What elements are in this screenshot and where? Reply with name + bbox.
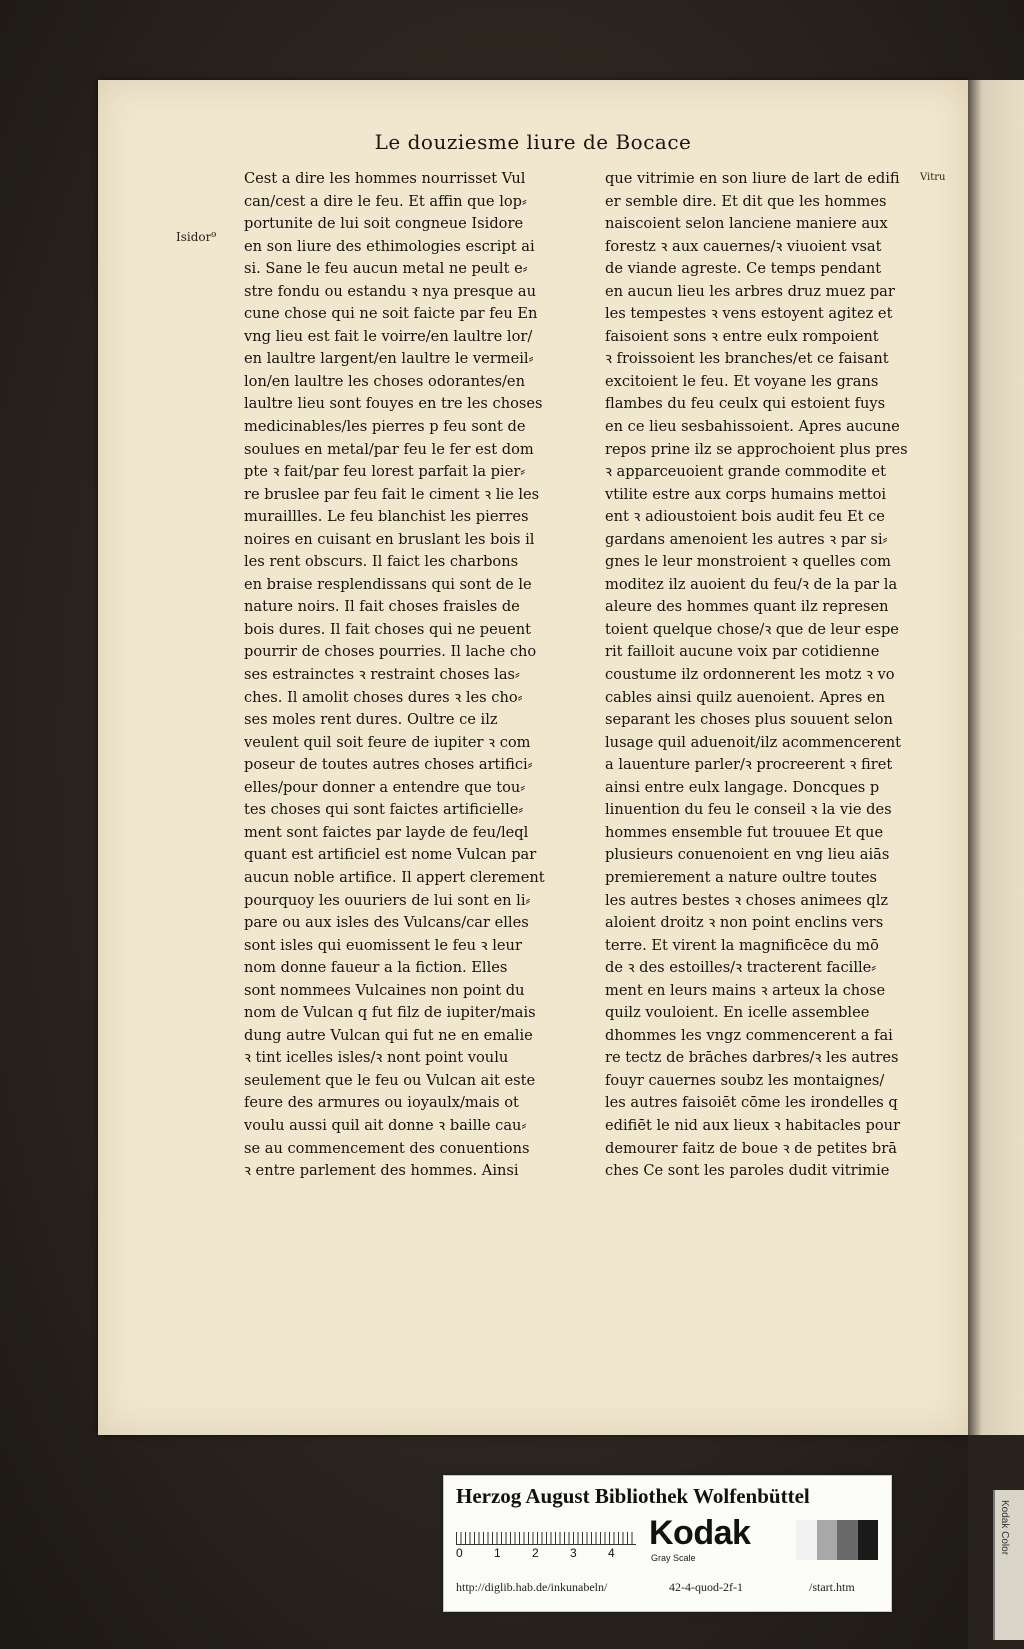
text-line: aucun noble artifice. Il appert clerement xyxy=(244,868,545,886)
text-line: bois dures. Il fait choses qui ne peuent xyxy=(244,620,532,638)
text-line: forestz ꝛ aux cauernes/ꝛ viuoient vsat xyxy=(605,237,882,255)
text-line: tes choses qui sont faictes artificielle⸗ xyxy=(244,801,524,819)
text-line: coustume ilz ordonnerent les motz ꝛ vo xyxy=(605,666,895,684)
text-line: dhommes les vngz commencerent a fai xyxy=(605,1026,893,1044)
text-line: nom de Vulcan q fut filz de iupiter/mais xyxy=(244,1004,536,1022)
facing-page-edge xyxy=(968,80,1024,1435)
text-line: plusieurs conuenoient en vng lieu aiās xyxy=(605,846,890,864)
text-line: pare ou aux isles des Vulcans/car elles xyxy=(244,914,529,932)
text-line: ment sont faictes par layde de feu/leql xyxy=(244,823,529,841)
text-line: re tectz de brāches darbres/ꝛ les autres xyxy=(605,1049,899,1067)
text-line: fouyr cauernes soubz les montaignes/ xyxy=(605,1071,885,1089)
text-line: gardans amenoient les autres ꝛ par si⸗ xyxy=(605,530,888,548)
text-line: seulement que le feu ou Vulcan ait este xyxy=(244,1071,536,1089)
scale-number: 0 xyxy=(456,1546,463,1560)
text-line: sont nommees Vulcaines non point du xyxy=(244,981,525,999)
text-line: excitoient le feu. Et voyane les grans xyxy=(605,372,879,390)
text-line: se au commencement des conuentions xyxy=(244,1139,530,1157)
text-line: can/cest a dire le feu. Et affin que lop⸗ xyxy=(244,192,527,210)
text-line: a lauenture parler/ꝛ procreerent ꝛ firet xyxy=(605,756,893,774)
margin-note-left: Isidor⁹ xyxy=(176,230,217,244)
color-target-tab xyxy=(993,1490,1024,1640)
text-line: vng lieu est fait le voirre/en laultre lor/ xyxy=(244,327,533,345)
text-line: de viande agreste. Ce temps pendant xyxy=(605,260,882,278)
text-line: pourquoy les ouuriers de lui sont en li⸗ xyxy=(244,891,531,909)
text-line: separant les choses plus souuent selon xyxy=(605,711,893,729)
text-line: nature noirs. Il fait choses fraisles de xyxy=(244,598,520,616)
text-line: muraillles. Le feu blanchist les pierres xyxy=(244,508,529,526)
text-line: edifiēt le nid aux lieux ꝛ habitacles pour xyxy=(605,1116,901,1134)
text-line: ment en leurs mains ꝛ arteux la chose xyxy=(605,981,886,999)
text-line: laultre lieu sont fouyes en tre les choses xyxy=(244,395,543,413)
text-line: de ꝛ des estoilles/ꝛ tracterent facille⸗ xyxy=(605,959,877,977)
text-line: ꝛ entre parlement des hommes. Ainsi xyxy=(244,1162,519,1180)
text-line: lusage quil aduenoit/ilz acommencerent xyxy=(605,733,902,751)
text-line: les autres faisoiēt cōme les irondelles q xyxy=(605,1094,898,1112)
text-line: que vitrimie en son liure de lart de edifi xyxy=(605,170,900,187)
text-line: ainsi entre eulx langage. Doncques p xyxy=(605,778,880,796)
text-line: cune chose qui ne soit faicte par feu En xyxy=(244,305,538,323)
text-line: les rent obscurs. Il faict les charbons xyxy=(244,553,519,571)
text-line: en aucun lieu les arbres druz muez par xyxy=(605,282,895,300)
text-line: ses moles rent dures. Oultre ce ilz xyxy=(244,711,498,729)
text-line: medicinables/les pierres p feu sont de xyxy=(244,418,526,436)
text-line: ches Ce sont les paroles dudit vitrimie xyxy=(605,1162,890,1180)
start-page-link: /start.htm xyxy=(809,1580,855,1594)
text-line: cables ainsi quilz auenoient. Apres en xyxy=(605,688,886,706)
text-line: lon/en laultre les choses odorantes/en xyxy=(244,372,525,390)
text-line: quant est artificiel est nome Vulcan par xyxy=(244,846,537,864)
library-target-card xyxy=(443,1475,892,1612)
gray-patch xyxy=(858,1520,879,1560)
gray-scale-label: Gray Scale xyxy=(651,1553,696,1563)
text-line: moditez ilz auoient du feu/ꝛ de la par la xyxy=(605,575,898,593)
text-line: dung autre Vulcan qui fut ne en emalie xyxy=(244,1026,533,1044)
text-line: ses estrainctes ꝛ restraint choses las⸗ xyxy=(244,666,520,684)
text-line: soulues en metal/par feu le fer est dom xyxy=(244,440,534,458)
text-line: sont isles qui euomissent le feu ꝛ leur xyxy=(244,936,522,954)
text-line: re bruslee par feu fait le ciment ꝛ lie les xyxy=(244,485,540,503)
text-line: gnes le leur monstroient ꝛ quelles com xyxy=(605,553,891,571)
margin-note-right: Vitru xyxy=(920,172,946,183)
scale-number: 1 xyxy=(494,1546,501,1560)
text-line: aloient droitz ꝛ non point enclins vers xyxy=(605,914,884,932)
text-line: premierement a nature oultre toutes xyxy=(605,868,878,886)
text-line: feure des armures ou ioyaulx/mais ot xyxy=(244,1094,519,1112)
text-line: terre. Et virent la magnificēce du mō xyxy=(605,936,879,954)
book-page xyxy=(98,80,968,1435)
text-line: en laultre largent/en laultre le vermeil⸗ xyxy=(244,350,534,368)
text-line: aleure des hommes quant ilz represen xyxy=(605,598,889,616)
gray-patch xyxy=(796,1520,817,1560)
text-line: rit failloit aucune voix par cotidienne xyxy=(605,643,880,661)
scale-number: 4 xyxy=(608,1546,615,1560)
text-line: Cest a dire les hommes nourrisset Vul xyxy=(244,170,526,187)
text-line: toient quelque chose/ꝛ que de leur espe xyxy=(605,620,899,638)
text-line: ent ꝛ adioustoient bois audit feu Et ce xyxy=(605,508,885,526)
text-line: noires en cuisant en bruslant les bois il xyxy=(244,530,535,548)
gray-scale-patches xyxy=(796,1520,878,1560)
text-line: linuention du feu le conseil ꝛ la vie des xyxy=(605,801,892,819)
text-line: en son liure des ethimologies escript ai xyxy=(244,237,535,255)
text-line: pte ꝛ fait/par feu lorest parfait la pier⸗ xyxy=(244,463,526,481)
text-line: veulent quil soit feure de iupiter ꝛ com xyxy=(244,733,531,751)
text-line: les autres bestes ꝛ choses animees qlz xyxy=(605,891,889,909)
text-column-left xyxy=(244,168,579,1183)
shelfmark-code: 42-4-quod-2f-1 xyxy=(669,1580,743,1594)
text-line: vtilite estre aux corps humains mettoi xyxy=(605,485,887,503)
text-line: faisoient sons ꝛ entre eulx rompoient xyxy=(605,327,879,345)
library-name: Herzog August Bibliothek Wolfenbüttel xyxy=(456,1484,810,1508)
text-line: ꝛ tint icelles isles/ꝛ nont point voulu xyxy=(244,1049,509,1067)
scale-number: 2 xyxy=(532,1546,539,1560)
text-line: pourrir de choses pourries. Il lache cho xyxy=(244,643,537,661)
scale-number: 3 xyxy=(570,1546,577,1560)
text-line: poseur de toutes autres choses artifici⸗ xyxy=(244,756,533,774)
text-line: elles/pour donner a entendre que tou⸗ xyxy=(244,778,526,796)
running-head: Le douziesme liure de Bocace xyxy=(374,130,692,154)
text-line: repos prine ilz se approchoient plus pres xyxy=(605,440,908,458)
text-line: ches. Il amolit choses dures ꝛ les cho⸗ xyxy=(244,688,523,706)
text-line: hommes ensemble fut trouuee Et que xyxy=(605,823,884,841)
text-line: ꝛ froissoient les branches/et ce faisant xyxy=(605,350,889,368)
color-target-label: Kodak Color xyxy=(999,1500,1010,1556)
text-line: si. Sane le feu aucun metal ne peult e⸗ xyxy=(244,260,528,278)
text-line: er semble dire. Et dit que les hommes xyxy=(605,192,887,210)
text-line: stre fondu ou estandu ꝛ nya presque au xyxy=(244,282,536,300)
text-line: en braise resplendissans qui sont de le xyxy=(244,575,532,593)
text-column-right xyxy=(605,168,940,1183)
scale-ruler xyxy=(456,1518,636,1545)
text-line: en ce lieu sesbahissoient. Apres aucune xyxy=(605,418,900,436)
text-line: nom donne faueur a la fiction. Elles xyxy=(244,959,508,977)
text-line: portunite de lui soit congneue Isidore xyxy=(244,215,524,233)
text-line: naiscoient selon lanciene maniere aux xyxy=(605,215,888,233)
kodak-logo: Kodak xyxy=(649,1514,751,1552)
text-line: voulu aussi quil ait donne ꝛ baille cau⸗ xyxy=(244,1116,527,1134)
text-line: flambes du feu ceulx qui estoient fuys xyxy=(605,395,886,413)
text-line: les tempestes ꝛ vens estoyent agitez et xyxy=(605,305,893,323)
text-line: ꝛ apparceuoient grande commodite et xyxy=(605,463,886,481)
text-line: demourer faitz de boue ꝛ de petites brā xyxy=(605,1139,897,1157)
digital-library-url: http://diglib.hab.de/inkunabeln/ xyxy=(456,1580,608,1594)
text-line: quilz vouloient. En icelle assemblee xyxy=(605,1004,870,1022)
gray-patch xyxy=(817,1520,838,1560)
gray-patch xyxy=(837,1520,858,1560)
